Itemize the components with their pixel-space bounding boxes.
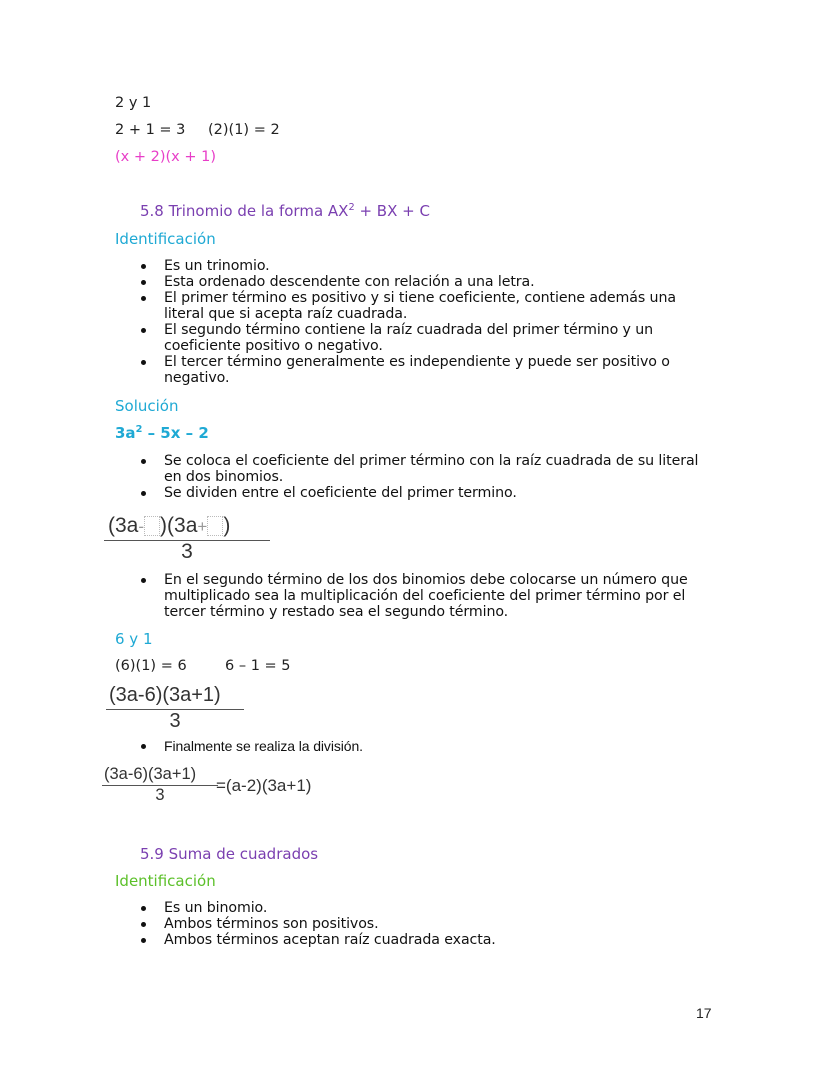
list-item: Es un trinomio. bbox=[137, 258, 717, 274]
heading-superscript: 2 bbox=[348, 202, 355, 213]
solution-label: Solución bbox=[115, 397, 179, 415]
numerator-part: )(3a bbox=[160, 514, 198, 537]
list-item: Se coloca el coeficiente del primer término con la raíz cuadrada de su literal en dos binomios. bbox=[137, 453, 717, 485]
numerator-part: ) bbox=[223, 514, 231, 537]
page-number: 17 bbox=[696, 1005, 712, 1021]
expression-text: 3a bbox=[115, 424, 136, 442]
list-item: En el segundo término de los dos binomios debe colocarse un número que multiplicado sea la multiplicación del coeficiente del primer término por el tercer término y restado sea el segundo término. bbox=[137, 572, 717, 620]
solution-steps-2 bbox=[137, 572, 717, 620]
fraction-numerator: (3a-6)(3a+1) bbox=[109, 684, 221, 706]
numbers-label: 6 y 1 bbox=[115, 630, 153, 648]
check-product: (2)(1) = 2 bbox=[208, 122, 280, 138]
identification-label-5-9: Identificación bbox=[115, 872, 216, 890]
placeholder-box bbox=[207, 516, 223, 536]
final-step-list bbox=[137, 738, 717, 754]
minus-sign: - bbox=[138, 517, 145, 536]
fraction-denominator: 3 bbox=[155, 786, 165, 804]
list-item: Se dividen entre el coeficiente del primer termino. bbox=[137, 485, 717, 501]
placeholder-box bbox=[144, 516, 160, 536]
numbers-product: (6)(1) = 6 bbox=[115, 658, 187, 674]
list-item: Ambos términos son positivos. bbox=[137, 916, 717, 932]
list-item: Esta ordenado descendente con relación a una letra. bbox=[137, 274, 717, 290]
section-heading-5-9: 5.9 Suma de cuadrados bbox=[140, 845, 319, 863]
check-sum: 2 + 1 = 3 bbox=[115, 122, 186, 138]
heading-text-suffix: + BX + C bbox=[354, 202, 430, 220]
heading-text: 5.8 Trinomio de la forma AX bbox=[140, 202, 349, 220]
example-expression bbox=[115, 424, 209, 442]
expression-text-suffix: – 5x – 2 bbox=[142, 424, 209, 442]
numbers-difference: 6 – 1 = 5 bbox=[225, 658, 291, 674]
previous-result: (x + 2)(x + 1) bbox=[115, 149, 216, 165]
list-item: Finalmente se realiza la división. bbox=[137, 738, 717, 754]
final-equation-result: =(a-2)(3a+1) bbox=[216, 776, 312, 795]
section-heading-5-8 bbox=[140, 202, 430, 220]
list-item: El tercer término generalmente es independiente y puede ser positivo o negativo. bbox=[137, 354, 717, 386]
list-item: Ambos términos aceptan raíz cuadrada exacta. bbox=[137, 932, 717, 948]
numerator-part: (3a bbox=[108, 514, 139, 537]
list-item: Es un binomio. bbox=[137, 900, 717, 916]
factors-line: 2 y 1 bbox=[115, 95, 152, 111]
identification-list-5-9 bbox=[137, 900, 717, 948]
template-fraction bbox=[104, 514, 270, 563]
fraction-numerator bbox=[104, 514, 270, 538]
fraction-denominator: 3 bbox=[169, 710, 181, 732]
identification-label: Identificación bbox=[115, 230, 216, 248]
solution-steps-1 bbox=[137, 453, 717, 501]
plus-sign: + bbox=[197, 517, 208, 536]
list-item: El primer término es positivo y si tiene coeficiente, contiene además una literal que si acepta raíz cuadrada. bbox=[137, 290, 717, 322]
filled-fraction bbox=[106, 684, 244, 732]
final-equation-fraction bbox=[102, 765, 218, 804]
list-item: El segundo término contiene la raíz cuadrada del primer término y un coeficiente positivo o negativo. bbox=[137, 322, 717, 354]
expression-superscript: 2 bbox=[135, 424, 143, 435]
fraction-numerator: (3a-6)(3a+1) bbox=[104, 765, 197, 783]
identification-list bbox=[137, 258, 717, 386]
fraction-denominator: 3 bbox=[181, 540, 193, 563]
